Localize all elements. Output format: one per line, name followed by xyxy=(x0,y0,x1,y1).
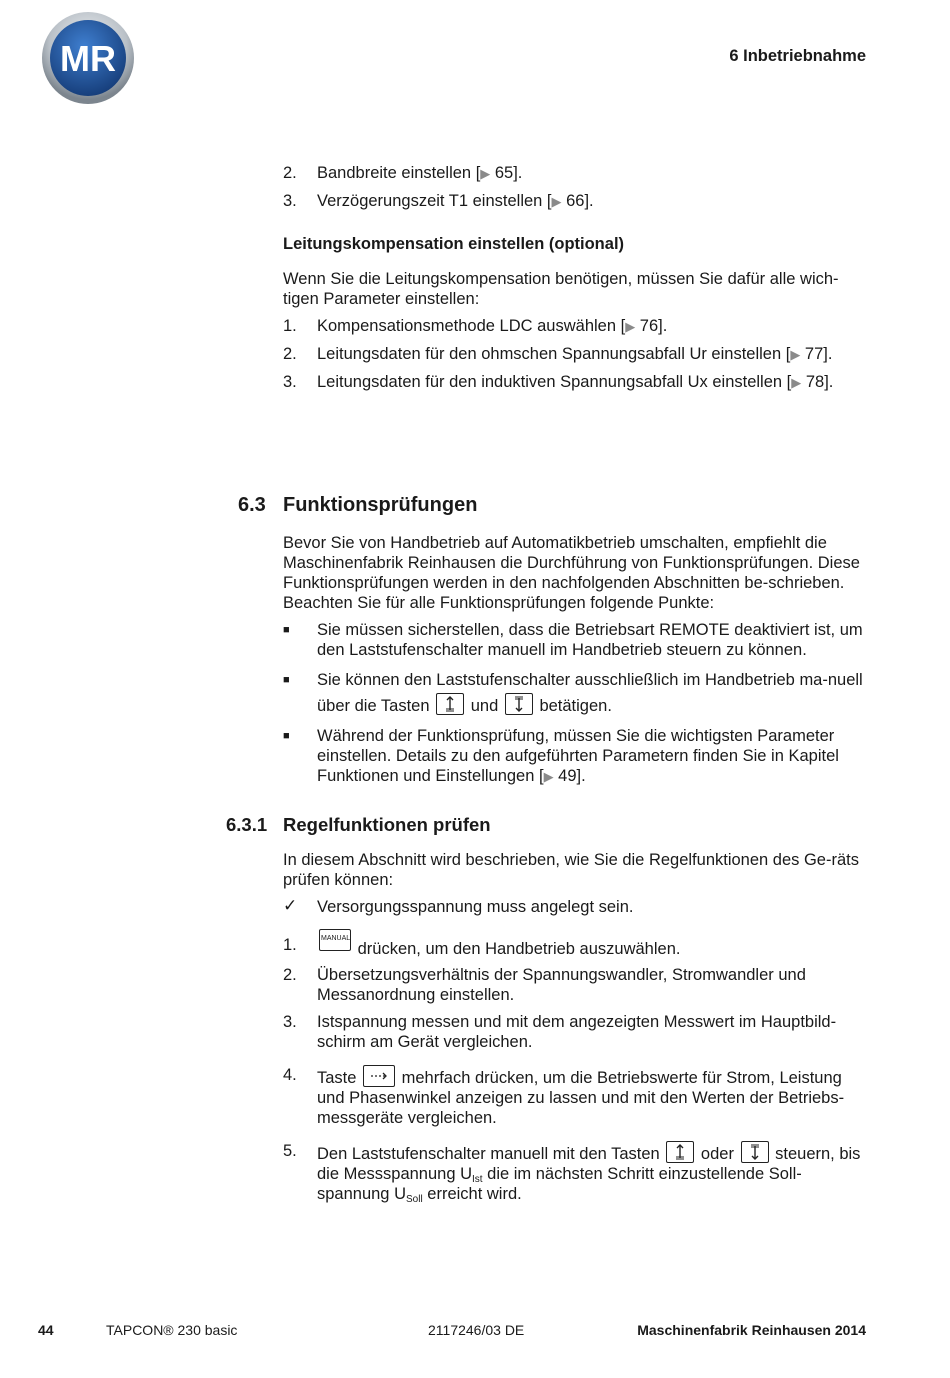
section-title: Funktionsprüfungen xyxy=(283,494,478,516)
cross-ref-link[interactable]: 77]. xyxy=(804,345,833,363)
manual-key-icon[interactable]: MANUAL xyxy=(319,929,351,951)
ldc-heading: Leitungskompensation einstellen (optional) xyxy=(283,235,625,253)
precondition-item: ✓ Versorgungsspannung muss angelegt sein. xyxy=(283,896,634,916)
list-item: 3. Leitungsdaten für den induktiven Spannungsabfall Ux einstellen [▶ 78]. xyxy=(283,373,834,391)
ldc-intro: Wenn Sie die Leitungskompensation benötigen, müssen Sie dafür alle wich-tigen Parameter einstellen: xyxy=(283,270,839,308)
section-intro: Bevor Sie von Handbetrieb auf Automatikbetrieb umschalten, empfiehlt die Maschinenfabrik Reinhausen die Durchführung von Funktionsprüfungen. Diese Funktionsprüfungen werden in den nachfolgenden Abschnitten be-schrieben. Beachten Sie für alle Funktionsprüfungen folgende Punkte: xyxy=(283,534,860,612)
list-item: 3. Verzögerungszeit T1 einstellen [▶ 66]. xyxy=(283,192,594,210)
cross-ref-link[interactable]: 78]. xyxy=(805,373,834,391)
section-number: 6.3 xyxy=(238,494,266,516)
ref-arrow-icon: ▶ xyxy=(543,769,554,784)
section-number: 6.3.1 xyxy=(226,814,268,835)
section-6-3-body xyxy=(283,533,873,794)
lower-key-icon[interactable] xyxy=(741,1141,769,1163)
cross-ref-link[interactable]: 49]. xyxy=(558,767,586,785)
bullet-icon: ■ xyxy=(283,730,290,742)
bullet-icon: ■ xyxy=(283,624,290,636)
bullet-icon: ■ xyxy=(283,674,290,686)
bullet-item: ■ Sie müssen sicherstellen, dass die Betriebsart REMOTE deaktiviert ist, um den Laststufenschalter manuell im Handbetrieb steuern zu können. xyxy=(283,621,863,659)
cross-ref-link[interactable]: 76]. xyxy=(639,317,668,335)
cross-ref-link[interactable]: 66]. xyxy=(566,192,594,210)
company-name: Maschinenfabrik Reinhausen 2014 xyxy=(637,1322,866,1338)
bullet-item: ■ Sie können den Laststufenschalter ausschließlich im Handbetrieb ma-nuell über die Tasten und betätigen. xyxy=(283,667,873,719)
cross-ref-link[interactable]: 65]. xyxy=(494,164,523,182)
intro-list xyxy=(283,163,873,219)
raise-key-icon[interactable] xyxy=(666,1141,694,1163)
mr-logo xyxy=(40,10,136,106)
product-name: TAPCON® 230 basic xyxy=(106,1322,238,1338)
step-item: 5. Den Laststufenschalter manuell mit den Tasten oder steuern, bis die Messspannung $U_{Ist}$ die im nächsten Schritt einzustellende Soll-spannung $U_{Soll}$ erreicht wird. xyxy=(283,1142,861,1205)
list-item: 1. Kompensationsmethode LDC auswählen [▶ 76]. xyxy=(283,317,668,335)
section-title: Regelfunktionen prüfen xyxy=(283,814,491,835)
section-intro: In diesem Abschnitt wird beschrieben, wie Sie die Regelfunktionen des Ge-räts prüfen können: xyxy=(283,851,859,889)
step-item: 4. Taste mehrfach drücken, um die Betriebswerte für Strom, Leistung und Phasenwinkel anzeigen zu lassen und mit den Werten der Betriebs-messgeräte vergleichen. xyxy=(283,1066,845,1127)
section-6-3-1-body xyxy=(283,850,873,1211)
ref-arrow-icon: ▶ xyxy=(791,375,802,390)
section-heading-6-3-1 xyxy=(226,814,491,835)
running-header: 6 Inbetriebnahme xyxy=(729,47,866,65)
section-heading-6-3 xyxy=(238,494,478,516)
bullet-item: ■ Während der Funktionsprüfung, müssen Sie die wichtigsten Parameter einstellen. Details zu den aufgeführten Parametern finden Sie in Kapitel Funktionen und Einstellungen [▶ 49]. xyxy=(283,727,839,785)
ref-arrow-icon: ▶ xyxy=(625,319,636,334)
checkmark-icon: ✓ xyxy=(283,896,298,915)
page-number: 44 xyxy=(38,1322,54,1338)
step-item: 1. MANUAL drücken, um den Handbetrieb auszuwählen. xyxy=(283,929,873,962)
list-item: 2. Leitungsdaten für den ohmschen Spannungsabfall Ur einstellen [▶ 77]. xyxy=(283,345,833,363)
document-number: 2117246/03 DE xyxy=(428,1322,525,1338)
ldc-block xyxy=(283,234,873,400)
logo-text: MR xyxy=(60,38,116,79)
step-item: 3. Istspannung messen und mit dem angezeigten Messwert im Hauptbild-schirm am Gerät vergleichen. xyxy=(283,1013,837,1051)
lower-key-icon[interactable] xyxy=(505,693,533,715)
list-item: 2. Bandbreite einstellen [▶ 65]. xyxy=(283,164,523,182)
next-screen-key-icon[interactable] xyxy=(363,1065,395,1087)
raise-key-icon[interactable] xyxy=(436,693,464,715)
step-item: 2. Übersetzungsverhältnis der Spannungswandler, Stromwandler und Messanordnung einstellen. xyxy=(283,966,806,1004)
ref-arrow-icon: ▶ xyxy=(480,166,491,181)
ref-arrow-icon: ▶ xyxy=(551,194,562,209)
ref-arrow-icon: ▶ xyxy=(790,347,801,362)
